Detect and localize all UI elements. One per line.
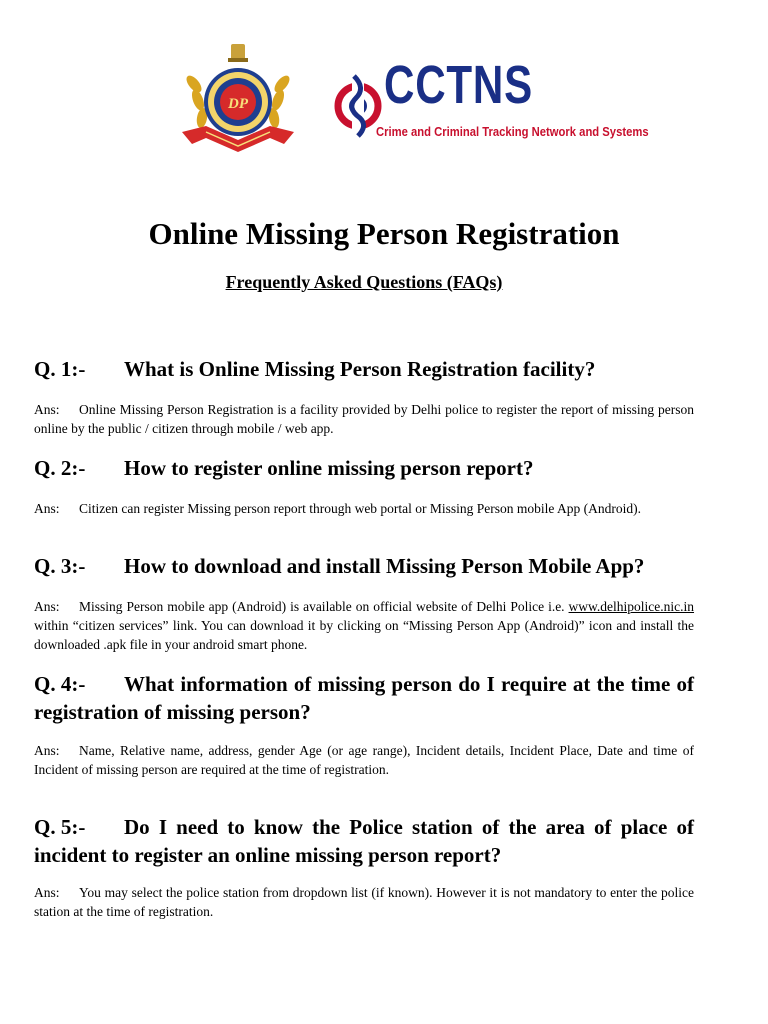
faq-question	[34, 813, 694, 869]
faq-question	[34, 355, 694, 383]
answer-text: Citizen can register Missing person report through web portal or Missing Person mobile App (Android).	[79, 501, 642, 516]
faq-answer	[34, 597, 694, 654]
faq-question	[34, 670, 694, 726]
answer-text: You may select the police station from dropdown list (if known). However it is not mandatory to enter the police station at the time of registration.	[34, 885, 694, 919]
cctns-wordmark: CCTNS	[384, 55, 533, 115]
question-number: Q. 3:-	[34, 554, 86, 578]
answer-text: Missing Person mobile app (Android) is available on official website of Delhi Police i.e.	[79, 599, 565, 614]
delhi-police-emblem	[176, 40, 300, 156]
question-number: Q. 5:-	[34, 815, 86, 839]
answer-text: Online Missing Person Registration is a facility provided by Delhi police to register the report of missing person online by the public / citizen through mobile / web app.	[34, 402, 694, 436]
answer-label: Ans:	[34, 885, 60, 900]
cctns-tagline: Crime and Criminal Tracking Network and Systems	[376, 125, 649, 139]
answer-label: Ans:	[34, 743, 60, 758]
faq-question	[34, 552, 694, 580]
answer-text: within “citizen services” link. You can download it by clicking on “Missing Person App (Android)” icon and install the downloaded .apk file in your android smart phone.	[34, 618, 694, 652]
page-subtitle: Frequently Asked Questions (FAQs)	[225, 272, 503, 292]
question-number: Q. 2:-	[34, 456, 86, 480]
question-text: Do I need to know the Police station of the area of place of incident to register an online missing person report?	[34, 815, 694, 867]
question-number: Q. 1:-	[34, 357, 86, 381]
faq-answer	[34, 400, 694, 438]
question-text: How to register online missing person report?	[124, 456, 534, 480]
question-text: What is Online Missing Person Registration facility?	[124, 357, 596, 381]
answer-label: Ans:	[34, 501, 60, 516]
cctns-logo	[334, 55, 649, 148]
page-title: Online Missing Person Registration	[148, 216, 620, 251]
faq-answer	[34, 499, 694, 518]
question-text: How to download and install Missing Person Mobile App?	[124, 554, 645, 578]
delhi-police-website-link[interactable]: www.delhipolice.nic.in	[568, 599, 695, 614]
question-number: Q. 4:-	[34, 672, 86, 696]
answer-label: Ans:	[34, 599, 60, 614]
delhi-police-emblem-icon	[176, 40, 300, 156]
answer-label: Ans:	[34, 402, 60, 417]
question-text: What information of missing person do I require at the time of registration of missing person?	[34, 672, 694, 724]
answer-text: Name, Relative name, address, gender Age (or age range), Incident details, Incident Place, Date and time of Incident of missing person are required at the time of registration.	[34, 743, 694, 777]
faq-question	[34, 454, 694, 482]
emblem-monogram: DP	[228, 96, 248, 112]
faq-answer	[34, 741, 694, 779]
faq-answer	[34, 883, 694, 921]
